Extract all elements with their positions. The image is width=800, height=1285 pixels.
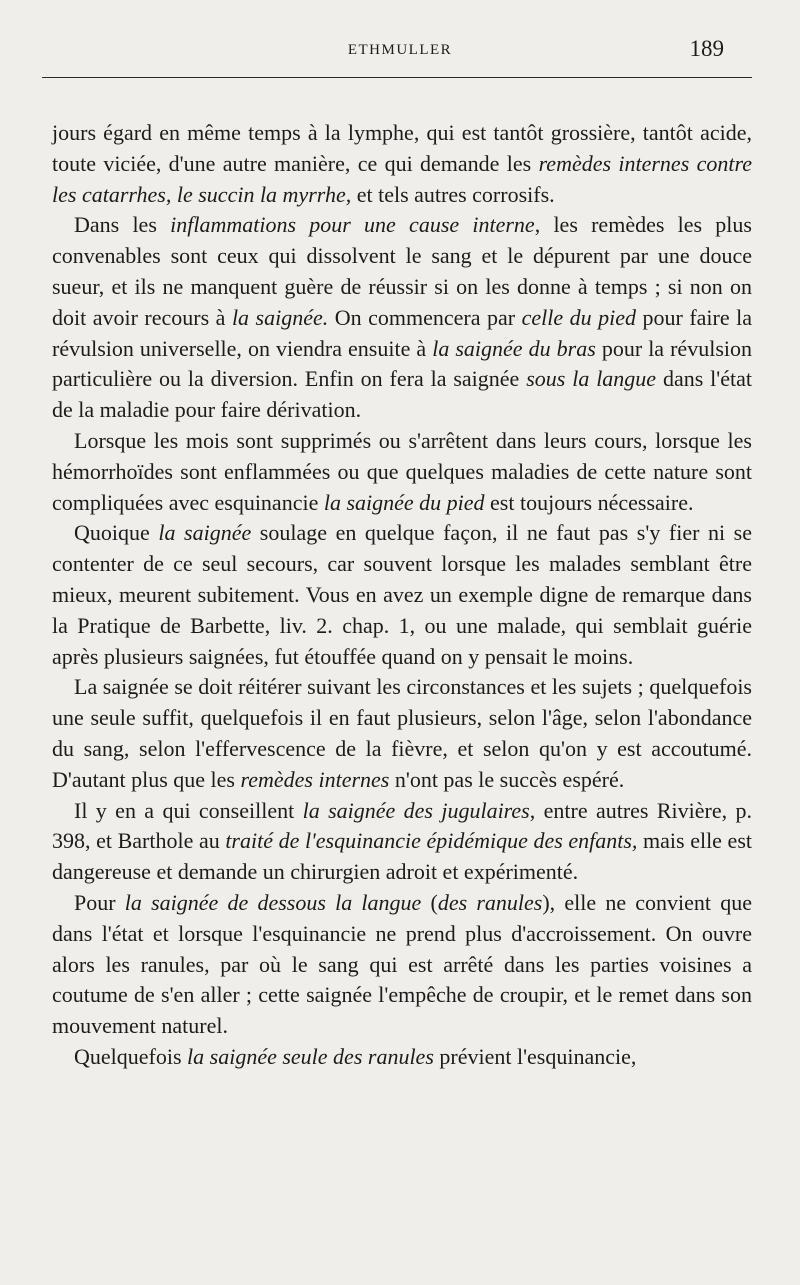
italic-text: inflammations pour une cause interne: [170, 212, 535, 238]
text-run: Quoique: [74, 520, 159, 546]
italic-text: la saignée.: [231, 304, 329, 330]
italic-text: traité de l'esquinancie épidémique des enfants,: [225, 828, 638, 854]
page-number: 189: [689, 36, 724, 61]
paragraph: [52, 210, 752, 426]
text-run: Lorsque les mois sont supprimés ou s'arrêtent dans leurs cours, lorsque les hémorrhoïdes sont enflammées ou que quelques maladies de cette nature sont compliquées avec esquinancie: [52, 427, 752, 515]
paragraph: [52, 426, 752, 518]
text-run: , entre autres Rivière, p. 398, et Barthole au: [52, 797, 752, 854]
text-run: pour la révulsion particulière ou la diversion. Enfin on fera la saignée: [52, 335, 752, 392]
text-run: et tels autres corrosifs.: [351, 181, 555, 207]
text-run: La saignée se doit réitérer suivant les circonstances et les sujets ; quelquefois une seule suffit, quelquefois il en faut plusieurs, selon l'âge, selon l'abondance du sang, selon l'effervescence de la fièvre, et selon qu'on y est accoutumé. D'autant plus que les: [52, 674, 752, 792]
paragraph: [52, 118, 752, 210]
header-rule: [42, 77, 752, 78]
italic-text: la saignée seule des ranules: [187, 1043, 434, 1069]
italic-text: la saignée du pied: [323, 489, 485, 515]
text-run: mais elle est dangereuse et demande un chirurgien adroit et expérimenté.: [52, 828, 752, 885]
text-run: On commencera par: [328, 304, 522, 330]
body-text: [52, 118, 752, 1073]
italic-text: la saignée du bras: [432, 335, 596, 361]
text-run: Pour: [74, 889, 125, 915]
italic-text: sous la langue: [526, 366, 657, 392]
text-run: dans l'état de la maladie pour faire dérivation.: [52, 366, 752, 423]
text-run: est toujours nécessaire.: [484, 489, 694, 515]
paragraph: [52, 1042, 752, 1073]
paragraph: [52, 888, 752, 1042]
text-run: , les remèdes les plus convenables sont ceux qui dissolvent le sang et le dépurent par une douce sueur, et ils ne manquent guère de réussir si on les donne à temps ; si non on doit avoir recours à: [52, 212, 752, 330]
text-run: n'ont pas le succès espéré.: [389, 766, 625, 792]
italic-text: remèdes internes contre les catarrhes, le succin la myrrhe,: [52, 150, 752, 207]
text-run: Il y en a qui conseillent: [74, 797, 303, 823]
text-run: Dans les: [74, 212, 171, 238]
text-run: jours égard en même temps à la lymphe, qui est tantôt grossière, tantôt acide, toute viciée, d'une autre manière, ce qui demande les: [52, 120, 752, 176]
text-run: Quelquefois: [74, 1043, 188, 1069]
paragraph: [52, 796, 752, 888]
running-head: ETHMULLER: [347, 42, 453, 58]
paragraph: [52, 518, 752, 672]
italic-text: la saignée des jugulaires: [302, 797, 530, 823]
italic-text: remèdes internes: [240, 766, 390, 792]
text-run: prévient l'esquinancie,: [433, 1043, 637, 1069]
italic-text: la saignée: [158, 520, 252, 546]
italic-text: des ranules: [437, 889, 543, 915]
page-header: [50, 34, 750, 66]
paragraph: [52, 672, 752, 795]
text-run: pour faire la révulsion universelle, on viendra ensuite à: [52, 304, 753, 361]
text-run: soulage en quelque façon, il ne faut pas s'y fier ni se contenter de ce seul secours, car souvent lorsque les malades semblant être mieux, meurent subitement. Vous en avez un exemple digne de remarque dans la Pratique de Barbette, liv. 2. chap. 1, ou une malade, qui semblait guérie après plusieurs saignées, fut étouffée quand on y pensait le moins.: [52, 520, 753, 669]
text-run: (: [421, 889, 438, 915]
italic-text: la saignée de dessous la langue: [124, 889, 422, 915]
text-run: ), elle ne convient que dans l'état et lorsque l'esquinancie ne prend plus d'accroissement. On ouvre alors les ranules, par où le sang qui est arrêté dans les parties voisines a coutume de s'en aller ; cette saignée l'empêche de croupir, et le remet dans son mouvement naturel.: [52, 889, 752, 1039]
italic-text: celle du pied: [521, 304, 637, 330]
